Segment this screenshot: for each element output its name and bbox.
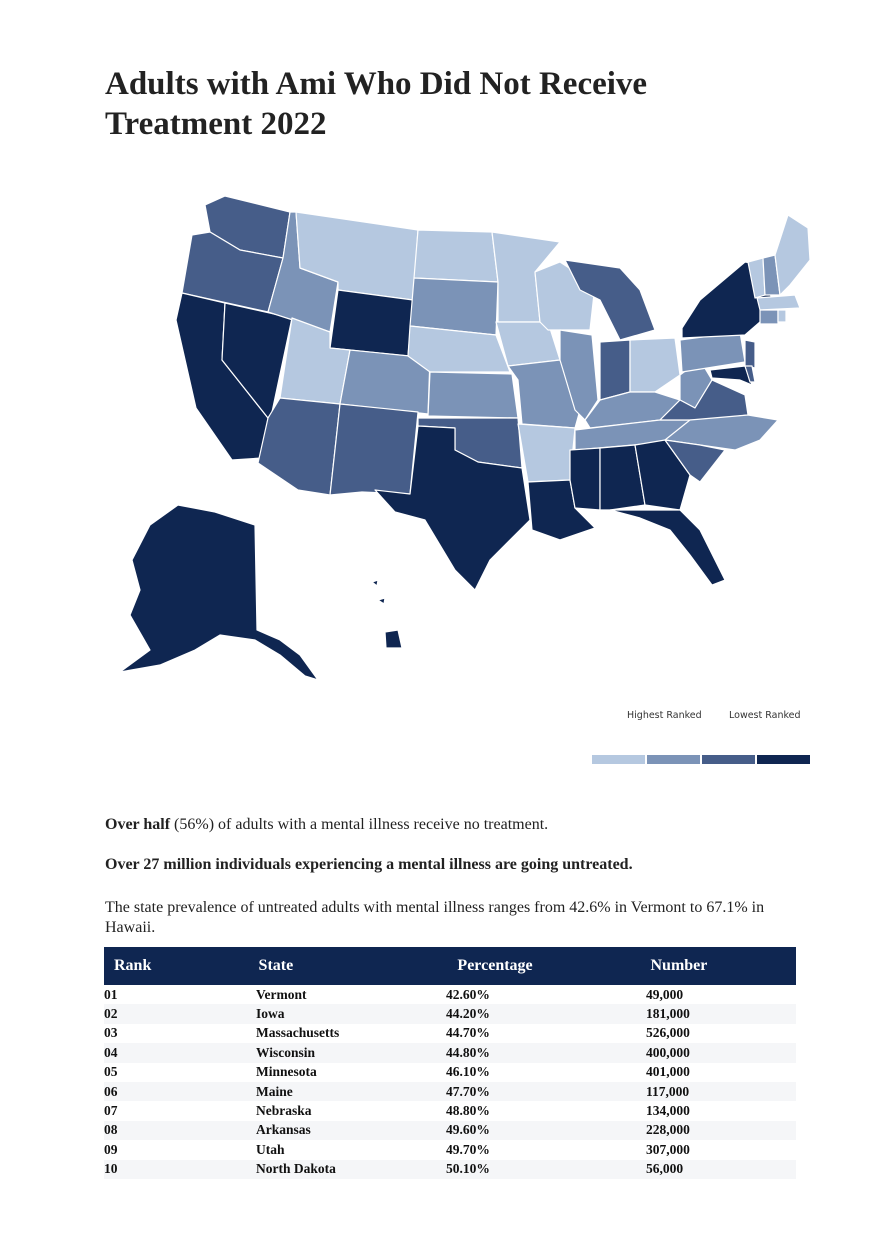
cell-number: 307,000: [646, 1141, 690, 1157]
cell-rank: 09: [104, 1141, 118, 1157]
table-header: [104, 947, 796, 985]
state-new-mexico: [330, 404, 418, 495]
title-line-2: Treatment 2022: [105, 106, 327, 142]
table-row: [104, 1082, 796, 1101]
table-row: [104, 1063, 796, 1082]
cell-percentage: 44.70%: [446, 1025, 490, 1041]
state-north-dakota: [414, 230, 498, 282]
cell-state: Iowa: [256, 1006, 285, 1022]
cell-percentage: 49.70%: [446, 1141, 490, 1157]
cell-percentage: 42.60%: [446, 986, 490, 1002]
map-legend-scale: [592, 755, 810, 764]
cell-number: 117,000: [646, 1083, 690, 1099]
cell-percentage: 50.10%: [446, 1161, 490, 1177]
legend-swatch-2: [647, 755, 700, 764]
paragraph-over-half: [105, 815, 785, 835]
cell-state: Arkansas: [256, 1122, 311, 1138]
state-florida: [610, 510, 725, 585]
cell-percentage: 48.80%: [446, 1103, 490, 1119]
header-number: Number: [650, 957, 708, 974]
cell-state: Maine: [256, 1083, 293, 1099]
cell-rank: 07: [104, 1103, 118, 1119]
table-row: [104, 1024, 796, 1043]
state-ohio: [630, 338, 680, 392]
state-hawaii: [372, 580, 402, 648]
paragraph-over-half-rest: (56%) of adults with a mental illness receive no treatment.: [170, 816, 549, 833]
header-rank: Rank: [114, 957, 152, 974]
table-row: [104, 1160, 796, 1179]
cell-rank: 03: [104, 1025, 118, 1041]
legend-highest-label: Highest Ranked: [627, 710, 702, 721]
state-kansas: [428, 372, 518, 418]
table-body: [104, 985, 796, 1179]
table-row: [104, 1121, 796, 1140]
page-title: [105, 64, 785, 144]
cell-number: 56,000: [646, 1161, 684, 1177]
table-row: [104, 1101, 796, 1120]
state-indiana: [600, 340, 630, 400]
cell-rank: 05: [104, 1064, 118, 1080]
cell-percentage: 47.70%: [446, 1083, 490, 1099]
header-percentage: Percentage: [457, 957, 533, 974]
state-rhode-island: [778, 310, 786, 322]
legend-swatch-4: [757, 755, 810, 764]
state-wyoming: [330, 290, 413, 356]
title-line-1: Adults with Ami Who Did Not Receive: [105, 66, 648, 102]
cell-percentage: 46.10%: [446, 1064, 490, 1080]
cell-number: 526,000: [646, 1025, 690, 1041]
state-maine: [775, 215, 810, 295]
state-arkansas: [518, 424, 575, 482]
state-massachusetts: [757, 295, 800, 310]
legend-swatch-3: [702, 755, 755, 764]
cell-rank: 04: [104, 1044, 118, 1060]
cell-state: North Dakota: [256, 1161, 336, 1177]
state-new-jersey: [745, 340, 755, 368]
cell-number: 134,000: [646, 1103, 690, 1119]
state-mississippi: [570, 448, 600, 510]
map-legend-labels: [592, 710, 812, 724]
table-row: [104, 985, 796, 1004]
cell-rank: 01: [104, 986, 118, 1002]
paragraph-state-prevalence: The state prevalence of untreated adults with mental illness ranges from 42.6% in Vermont to 67.1% in Hawaii.: [105, 899, 765, 936]
paragraph-27-million: Over 27 million individuals experiencing a mental illness are going untreated.: [105, 856, 633, 873]
cell-percentage: 49.60%: [446, 1122, 490, 1138]
cell-percentage: 44.80%: [446, 1044, 490, 1060]
cell-number: 49,000: [646, 986, 684, 1002]
cell-number: 400,000: [646, 1044, 690, 1060]
cell-percentage: 44.20%: [446, 1006, 490, 1022]
cell-state: Vermont: [256, 986, 307, 1002]
cell-number: 181,000: [646, 1006, 690, 1022]
cell-rank: 06: [104, 1083, 118, 1099]
ranking-table: [104, 947, 796, 985]
cell-state: Wisconsin: [256, 1044, 316, 1060]
cell-number: 401,000: [646, 1064, 690, 1080]
legend-swatch-1: [592, 755, 645, 764]
state-south-dakota: [410, 278, 498, 335]
state-connecticut: [760, 310, 778, 324]
cell-state: Massachusetts: [256, 1025, 340, 1041]
us-choropleth-map: [105, 185, 815, 685]
cell-rank: 08: [104, 1122, 118, 1138]
header-state: State: [258, 957, 294, 974]
table-row: [104, 1140, 796, 1159]
state-alaska: [120, 505, 318, 680]
cell-rank: 02: [104, 1006, 118, 1022]
table-row: [104, 1043, 796, 1062]
table-row: [104, 1004, 796, 1023]
cell-number: 228,000: [646, 1122, 690, 1138]
paragraph-over-half-bold: Over half: [105, 816, 171, 833]
cell-rank: 10: [104, 1161, 118, 1177]
legend-lowest-label: Lowest Ranked: [729, 710, 801, 721]
cell-state: Nebraska: [256, 1103, 312, 1119]
cell-state: Minnesota: [256, 1064, 317, 1080]
cell-state: Utah: [256, 1141, 285, 1157]
